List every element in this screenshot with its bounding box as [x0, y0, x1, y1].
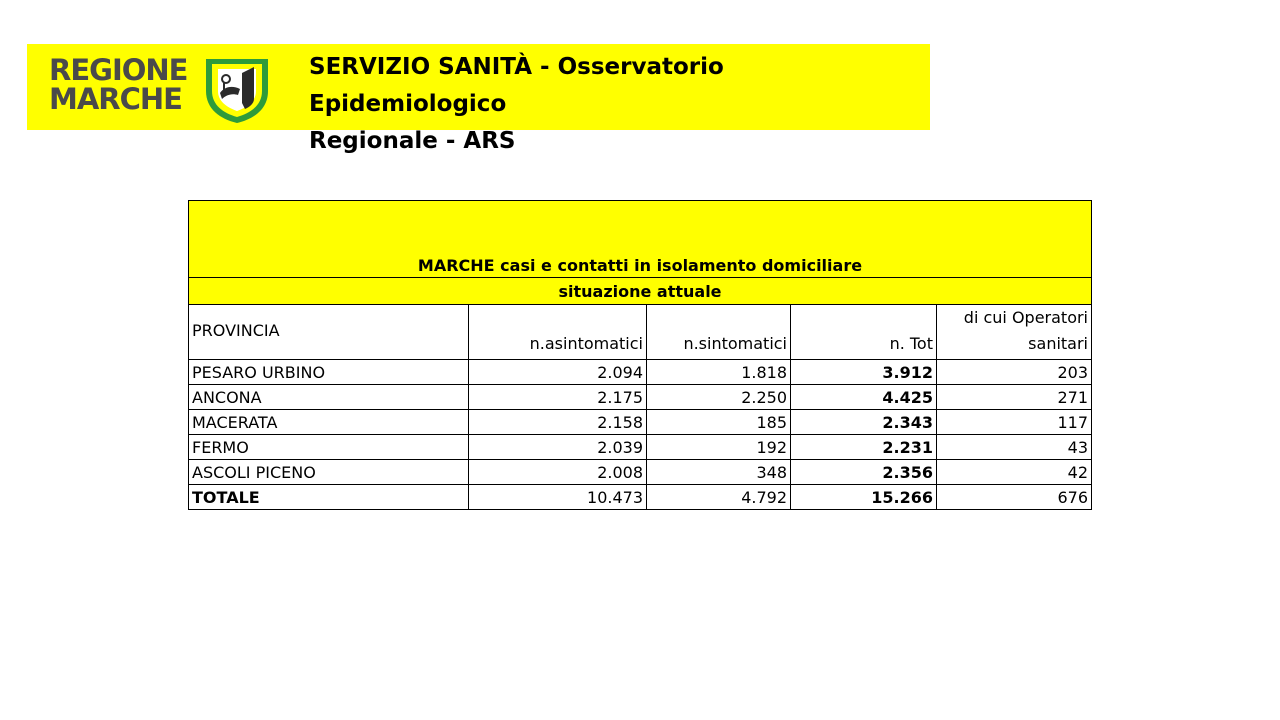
cell-totale-asintomatici: 10.473: [469, 485, 647, 510]
table-row: [189, 460, 1092, 485]
cell-provincia: FERMO: [189, 435, 469, 460]
table-subtitle: situazione attuale: [189, 278, 1092, 305]
cell-tot: 3.912: [791, 360, 937, 385]
column-header-provincia: PROVINCIA: [189, 305, 469, 360]
logo-line-1: REGIONE: [49, 53, 188, 87]
cell-operatori: 203: [937, 360, 1092, 385]
cell-provincia: ASCOLI PICENO: [189, 460, 469, 485]
table-row: [189, 435, 1092, 460]
cell-asintomatici: 2.175: [469, 385, 647, 410]
cell-operatori: 43: [937, 435, 1092, 460]
table-row: [189, 410, 1092, 435]
cell-sintomatici: 185: [647, 410, 791, 435]
cell-asintomatici: 2.158: [469, 410, 647, 435]
table-row: [189, 385, 1092, 410]
cell-operatori: 42: [937, 460, 1092, 485]
column-header-tot: n. Tot: [791, 305, 937, 360]
table-row: [189, 360, 1092, 385]
operatori-header-line-1: di cui Operatori: [963, 308, 1088, 327]
cell-sintomatici: 1.818: [647, 360, 791, 385]
cell-tot: 2.231: [791, 435, 937, 460]
logo-wordmark: [49, 53, 188, 116]
cell-operatori: 117: [937, 410, 1092, 435]
title-line-2: Regionale - ARS: [309, 128, 516, 154]
cell-provincia: MACERATA: [189, 410, 469, 435]
cell-totale-operatori: 676: [937, 485, 1092, 510]
regione-marche-logo: [47, 53, 273, 125]
cell-sintomatici: 192: [647, 435, 791, 460]
column-header-operatori: [937, 305, 1092, 360]
operatori-header-line-2: sanitari: [1028, 334, 1088, 353]
header-banner: [27, 44, 930, 154]
cell-totale-sintomatici: 4.792: [647, 485, 791, 510]
table-header-row: [189, 305, 1092, 360]
cell-asintomatici: 2.008: [469, 460, 647, 485]
cell-sintomatici: 2.250: [647, 385, 791, 410]
table-totals-row: [189, 485, 1092, 510]
cell-tot: 2.356: [791, 460, 937, 485]
cell-tot: 2.343: [791, 410, 937, 435]
logo-line-2: MARCHE: [49, 82, 182, 116]
column-header-sintomatici: n.sintomatici: [647, 305, 791, 360]
cell-operatori: 271: [937, 385, 1092, 410]
isolation-table: [188, 200, 1092, 510]
table-title: MARCHE casi e contatti in isolamento domiciliare: [189, 201, 1092, 278]
title-line-1: SERVIZIO SANITÀ - Osservatorio Epidemiologico: [309, 54, 724, 117]
cell-asintomatici: 2.094: [469, 360, 647, 385]
page-title: [309, 49, 919, 160]
cell-provincia: ANCONA: [189, 385, 469, 410]
table-subtitle-row: [189, 278, 1092, 305]
table-title-row: [189, 201, 1092, 278]
cell-totale-tot: 15.266: [791, 485, 937, 510]
cell-asintomatici: 2.039: [469, 435, 647, 460]
cell-totale-label: TOTALE: [189, 485, 469, 510]
column-header-asintomatici: n.asintomatici: [469, 305, 647, 360]
cell-tot: 4.425: [791, 385, 937, 410]
regione-marche-emblem-icon: [202, 53, 272, 125]
cell-sintomatici: 348: [647, 460, 791, 485]
cell-provincia: PESARO URBINO: [189, 360, 469, 385]
